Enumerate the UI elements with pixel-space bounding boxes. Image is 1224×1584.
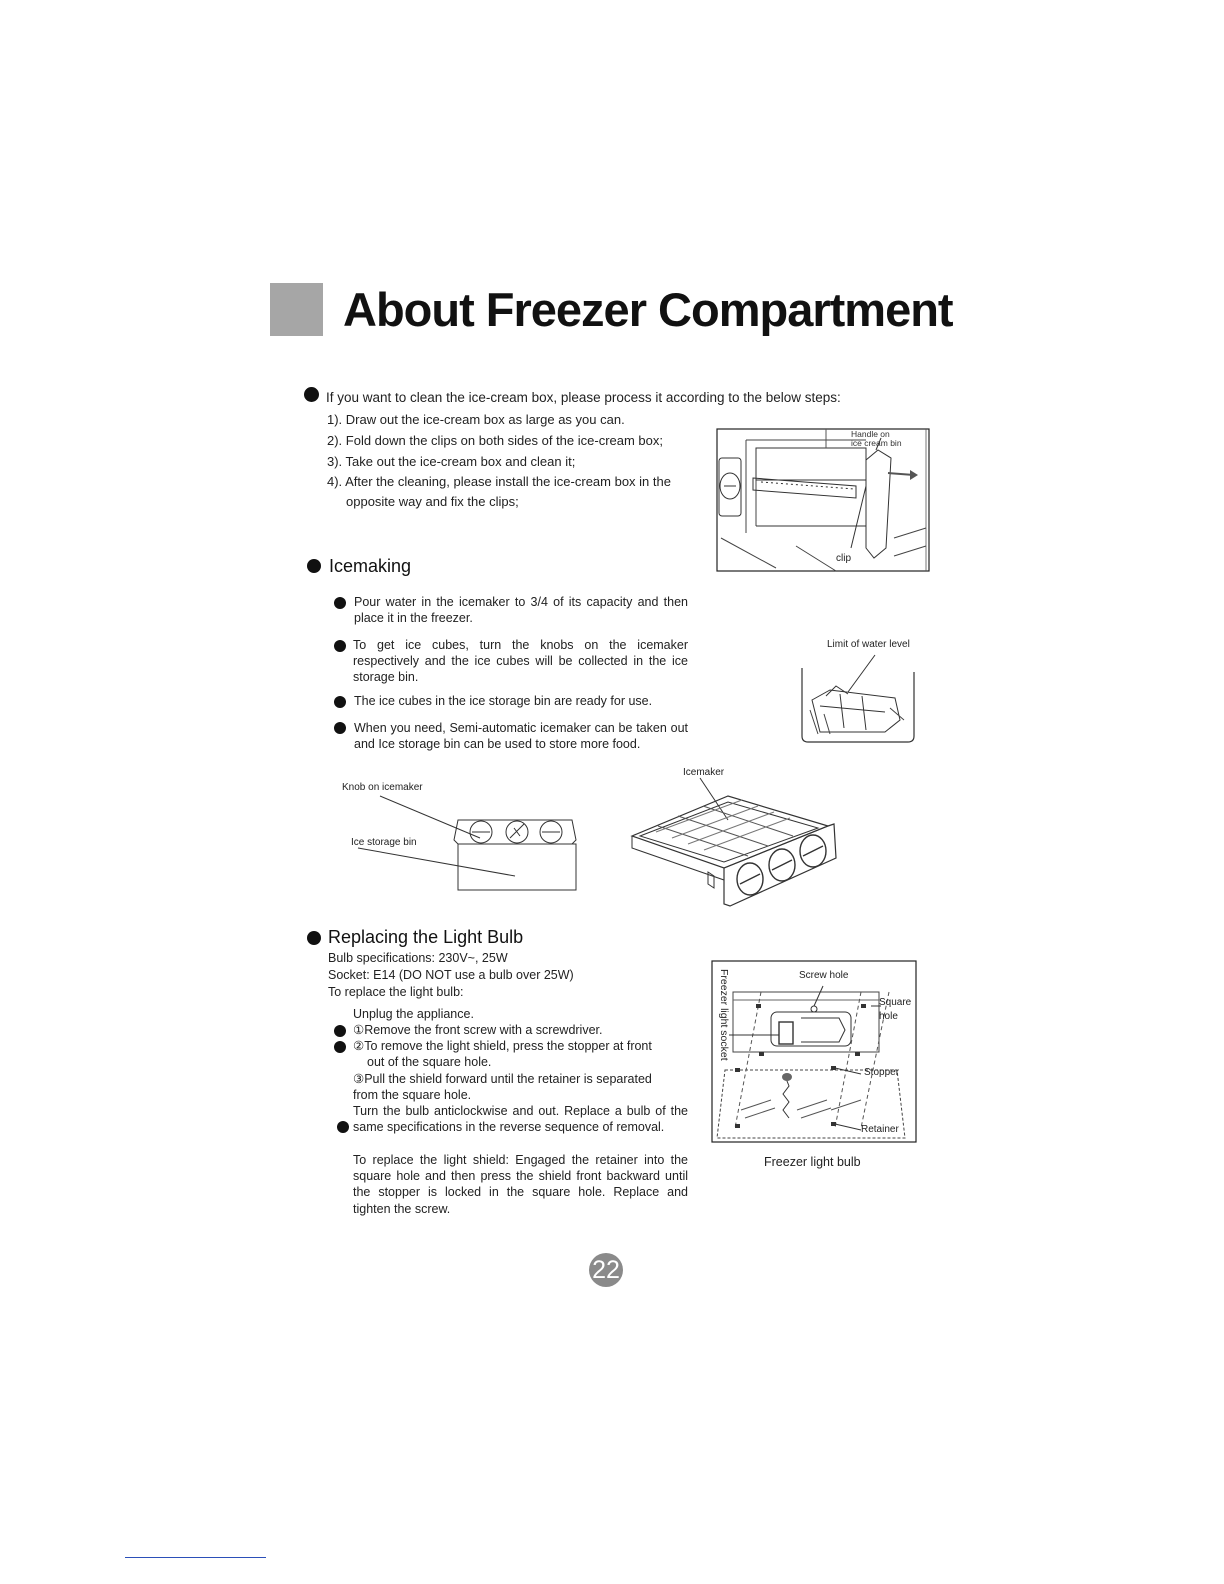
icemaking-item-4: When you need, Semi-automatic icemaker can be taken out and Ice storage bin can be used to store more food. [354, 721, 688, 752]
unplug-step: Unplug the appliance. [353, 1007, 474, 1021]
step-1: ①Remove the front screw with a screwdriver. [353, 1023, 603, 1037]
knob-bin-figure [340, 790, 580, 895]
bullet-icon [307, 931, 321, 945]
screw-hole-label: Screw hole [799, 970, 849, 981]
bullet-icon [337, 1121, 349, 1133]
knob-label: Knob on icemaker [342, 782, 423, 793]
step-2b: out of the square hole. [367, 1055, 492, 1069]
bullet-icon [334, 1041, 346, 1053]
light-socket-label: Freezer light socket [718, 969, 730, 1061]
figure-caption: Freezer light bulb [764, 1155, 861, 1169]
step-3b: from the square hole. [353, 1088, 472, 1102]
storage-bin-label: Ice storage bin [351, 837, 417, 848]
page-title: About Freezer Compartment [343, 283, 953, 336]
bullet-icon [334, 1025, 346, 1037]
ice-cream-step-1: 1). Draw out the ice-cream box as large as you can. [327, 412, 625, 427]
hole-label: hole [879, 1011, 898, 1022]
icemaker-label: Icemaker [683, 767, 725, 778]
handle-label-2: ice cream bin [851, 438, 902, 448]
ice-cream-intro: If you want to clean the ice-cream box, please process it according to the below steps: [326, 390, 841, 405]
water-level-figure [800, 650, 918, 745]
bullet-icon [334, 696, 346, 708]
bullet-icon [307, 559, 321, 573]
ice-cream-box-figure [716, 428, 931, 573]
bullet-icon [334, 722, 346, 734]
icemaking-heading: Icemaking [329, 556, 412, 576]
clip-label: clip [836, 553, 852, 564]
ice-cream-step-4-cont: opposite way and fix the clips; [346, 494, 519, 509]
ice-cream-step-4: 4). After the cleaning, please install the ice-cream box in the [327, 474, 671, 489]
icemaking-item-2: To get ice cubes, turn the knobs on the icemaker respectively and the ice cubes will be collected in the ice storage bin. [353, 638, 688, 685]
title-marker [270, 283, 323, 336]
icemaking-item-1: Pour water in the icemaker to 3/4 of its capacity and then place it in the freezer. [354, 595, 688, 626]
socket-spec: Socket: E14 (DO NOT use a bulb over 25W) [328, 968, 574, 982]
replace-shield-step: To replace the light shield: Engaged the retainer into the square hole and then press the shield front backward until the stopper is locked in the square hole. Replace and tighten the screw. [353, 1153, 688, 1216]
bullet-icon [334, 640, 346, 652]
light-socket-figure [711, 960, 918, 1144]
icemaker-tray-figure [628, 776, 840, 908]
ice-cream-step-3: 3). Take out the ice-cream box and clean it; [327, 454, 576, 469]
bullet-icon [304, 387, 319, 402]
square-label: Square [879, 997, 912, 1008]
turn-bulb-step: Turn the bulb anticlockwise and out. Replace a bulb of the same specifications in the reverse sequence of removal. [353, 1104, 688, 1135]
light-bulb-heading: Replacing the Light Bulb [328, 927, 524, 947]
handle-label-1: Handle on [851, 429, 890, 439]
step-3a: ③Pull the shield forward until the retainer is separated [353, 1072, 652, 1086]
water-level-label: Limit of water level [827, 639, 910, 650]
footer-rule [125, 1557, 266, 1558]
ice-cream-step-2: 2). Fold down the clips on both sides of the ice-cream box; [327, 433, 664, 448]
icemaking-item-3: The ice cubes in the ice storage bin are ready for use. [354, 694, 653, 708]
replace-intro: To replace the light bulb: [328, 985, 464, 999]
retainer-label: Retainer [861, 1124, 899, 1135]
bullet-icon [334, 597, 346, 609]
step-2a: ②To remove the light shield, press the stopper at front [353, 1039, 652, 1053]
page-number: 22 [592, 1256, 620, 1284]
stopper-label: Stopper [864, 1067, 900, 1078]
bulb-spec: Bulb specifications: 230V~, 25W [328, 951, 508, 965]
